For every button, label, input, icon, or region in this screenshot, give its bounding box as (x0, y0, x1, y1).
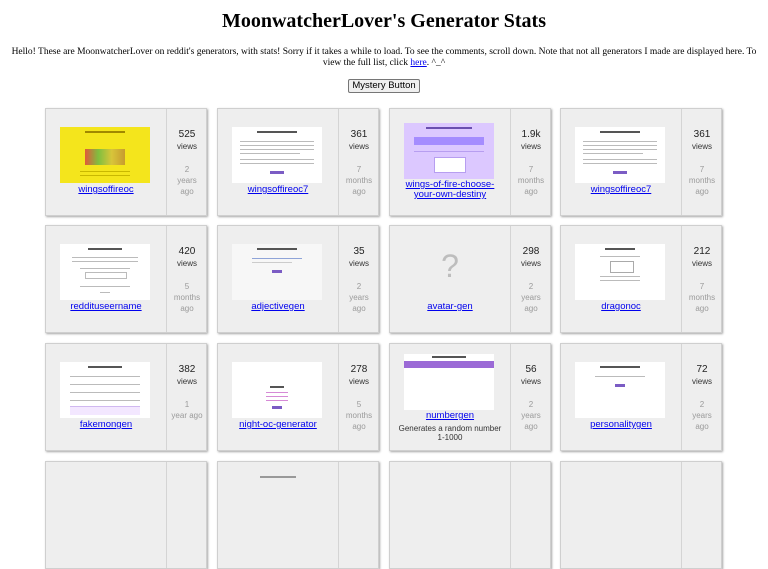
generator-link[interactable]: wings-of-fire-choose- your-own-destiny (405, 179, 495, 200)
generator-link[interactable]: personalitygen (590, 419, 652, 430)
views-label: views (176, 259, 197, 268)
generator-card (389, 225, 551, 333)
generator-card (560, 461, 722, 569)
views-label: views (520, 377, 541, 386)
intro-text-body: Hello! These are MoonwatcherLover on reddit's generators, with stats! Sorry if it takes a while to load. To see the comments, scroll down. Note that not all generators I made are displayed here. To view the full list, click (11, 47, 757, 68)
card-main (218, 344, 338, 450)
views-count: 212 (693, 246, 711, 257)
card-stats (510, 344, 551, 450)
generator-thumbnail[interactable] (575, 127, 665, 183)
views-label: views (520, 259, 541, 268)
card-main (46, 226, 166, 332)
generator-card (560, 108, 722, 216)
generator-card (45, 108, 207, 216)
age-text: 5 months ago (345, 400, 373, 431)
views-label: views (691, 377, 712, 386)
generator-thumbnail[interactable] (575, 244, 665, 300)
card-stats (681, 226, 722, 332)
generator-card (45, 225, 207, 333)
age-text: 7 months ago (688, 165, 716, 196)
card-stats (510, 226, 551, 332)
card-stats (338, 109, 379, 215)
views-label: views (520, 142, 541, 151)
generator-thumbnail[interactable] (60, 362, 150, 418)
views-count: 298 (522, 246, 540, 257)
views-count: 361 (350, 129, 368, 140)
generator-card (45, 343, 207, 451)
generator-card (217, 108, 379, 216)
age-text: 2 years ago (692, 400, 712, 431)
page-title: MoonwatcherLover's Generator Stats (221, 10, 546, 32)
views-count: 1.9k (521, 129, 541, 140)
generator-link[interactable]: adjectivegen (251, 301, 305, 312)
views-count: 72 (696, 364, 708, 375)
card-main (46, 344, 166, 450)
generator-thumbnail[interactable] (404, 123, 494, 179)
generator-link[interactable]: avatar-gen (427, 301, 473, 312)
card-stats (166, 344, 207, 450)
card-stats (681, 109, 722, 215)
generator-link[interactable]: reddituseername (70, 301, 142, 312)
missing-thumbnail-icon[interactable]: ? (441, 248, 459, 284)
views-count: 382 (178, 364, 196, 375)
card-main (218, 226, 338, 332)
intro-text (10, 47, 758, 69)
age-text: 7 months ago (688, 282, 716, 313)
age-text: 2 years ago (521, 400, 541, 431)
generator-link[interactable]: numbergen (425, 410, 475, 421)
generator-card (45, 461, 207, 569)
views-count: 35 (353, 246, 365, 257)
generator-thumbnail[interactable] (404, 354, 494, 410)
generator-thumbnail[interactable] (60, 244, 150, 300)
card-stats (681, 344, 722, 450)
views-label: views (691, 259, 712, 268)
views-label: views (348, 142, 369, 151)
card-stats (166, 109, 207, 215)
generator-card (217, 461, 379, 569)
card-main (561, 109, 681, 215)
generator-link[interactable]: fakemongen (79, 419, 133, 430)
generator-thumbnail[interactable] (232, 362, 322, 418)
age-text: 2 years ago (521, 282, 541, 313)
mystery-button[interactable]: Mystery Button (348, 79, 420, 93)
card-main (390, 344, 510, 450)
views-count: 525 (178, 129, 196, 140)
card-stats (166, 226, 207, 332)
generator-card (389, 343, 551, 451)
generator-thumbnail[interactable] (60, 127, 150, 183)
card-main (390, 226, 510, 332)
generator-card (560, 343, 722, 451)
card-stats (338, 226, 379, 332)
card-main (390, 109, 510, 215)
full-list-link[interactable]: here (410, 58, 427, 68)
generator-card (389, 461, 551, 569)
generator-thumbnail[interactable] (575, 362, 665, 418)
views-label: views (691, 142, 712, 151)
age-text: 1 year ago (171, 400, 203, 420)
age-text: 5 months ago (173, 282, 201, 313)
card-stats (338, 344, 379, 450)
card-main (561, 226, 681, 332)
generator-card (389, 108, 551, 216)
age-text: 2 years ago (349, 282, 369, 313)
generator-card (217, 225, 379, 333)
views-label: views (348, 377, 369, 386)
card-stats (510, 109, 551, 215)
generator-card (217, 343, 379, 451)
views-count: 361 (693, 129, 711, 140)
intro-text-end: . ^_^ (426, 58, 446, 68)
generator-link[interactable]: dragonoc (601, 301, 641, 312)
views-count: 278 (350, 364, 368, 375)
age-text: 2 years ago (177, 165, 197, 196)
views-label: views (176, 142, 197, 151)
card-main (46, 109, 166, 215)
age-text: 7 months ago (517, 165, 545, 196)
card-main (561, 344, 681, 450)
generator-thumbnail[interactable] (232, 127, 322, 183)
generator-card (560, 225, 722, 333)
generator-link[interactable]: wingsoffireoc7 (247, 184, 309, 195)
views-count: 420 (178, 246, 196, 257)
generator-link[interactable]: wingsoffireoc7 (590, 184, 652, 195)
views-label: views (176, 377, 197, 386)
generator-link[interactable]: wingsoffireoc (78, 184, 134, 195)
card-main (218, 109, 338, 215)
generator-thumbnail[interactable] (232, 244, 322, 300)
views-count: 56 (525, 364, 537, 375)
generator-link[interactable]: night-oc-generator (239, 419, 317, 430)
age-text: 7 months ago (345, 165, 373, 196)
generator-description: Generates a random number 1-1000 (398, 424, 502, 442)
views-label: views (348, 259, 369, 268)
